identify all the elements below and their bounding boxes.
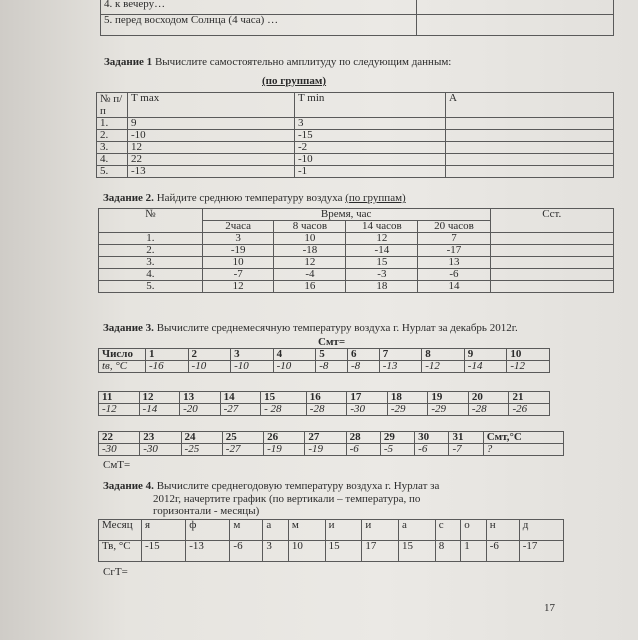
table-row: 1. 9 3 [97,118,614,130]
table-row: 3. 12 -2 [97,142,614,154]
month-label: Месяц [99,520,142,541]
task3-footer: СмТ= [103,459,131,471]
task3-block1: Число 1 2 3 4 5 6 7 8 9 10 tв, °С -16 -10 -10 -10 -8 -8 -13 -12 -14 -12 [98,348,550,373]
task4-footer: СгТ= [103,566,128,578]
task1-title: Задание 1 Вычислите самостоятельно амплитуду по следующим данным: [104,56,452,68]
table-row: 3. 10 12 15 13 [99,257,614,269]
task4-table: Месяц я ф м а м и и а с о н д Тв, °С -15 -13 -6 3 10 15 17 15 8 1 -6 -17 [98,519,564,562]
temp-label: tв, °С [99,361,146,373]
temp-label: Тв, °С [99,541,142,562]
task1-table [96,92,614,178]
task4-title-line3: горизонтали - месяцы) [153,505,260,517]
top-table-row: 5. перед восходом Солнца (4 часа) … [101,15,417,36]
top-table-row: 4. к вечеру… [101,0,417,15]
task3-cmt-label: Смт= [318,336,346,348]
table-row: 4. 22 -10 [97,154,614,166]
header-a: A [446,93,614,118]
header-num: № п/п [97,93,128,118]
task1-subtitle: (по группам) [262,75,327,87]
task3-block3: 22 23 24 25 26 27 28 29 30 31 Смт,°С -30 -30 -25 -27 -19 -19 -6 -5 -6 -7 ? [98,431,564,456]
table-row: 5. 12 16 18 14 [99,281,614,293]
table-row: 1. 3 10 12 7 [99,233,614,245]
header-time: Время, час [202,209,490,221]
header-avg: Ccт. [490,209,614,233]
task4-title-line1: Задание 4. Вычислите среднегодовую температуру воздуха г. Нурлат за [103,480,440,492]
header-num: № [99,209,203,233]
day-label: Число [99,349,146,361]
page-number: 17 [544,602,555,614]
task3-title: Задание 3. Вычислите среднемесячную температуру воздуха г. Нурлат за декабрь 2012г. [103,322,518,334]
task4-title-line2: 2012г, начертите график (по вертикали – температура, по [153,493,421,505]
top-table [100,0,614,36]
header-tmax: T max [128,93,295,118]
task2-title: Задание 2. Найдите среднюю температуру воздуха (по группам) [103,192,406,204]
header-tmin: T min [295,93,446,118]
table-row: 5. -13 -1 [97,166,614,178]
task2-table: № Время, час Ccт. 2часа 8 часов 14 часов 20 часов 1. 3 10 12 7 2. -19 -18 -14 -17 3. 10 12 15 13 4. -7 -4 -3 -6 5. 12 16 18 14 [98,208,614,293]
table-row: 2. -19 -18 -14 -17 [99,245,614,257]
table-row: 2. -10 -15 [97,130,614,142]
task3-block2: 11 12 13 14 15 16 17 18 19 20 21 -12 -14 -20 -27 - 28 -28 -30 -29 -29 -28 -26 [98,391,550,416]
table-row: 4. -7 -4 -3 -6 [99,269,614,281]
